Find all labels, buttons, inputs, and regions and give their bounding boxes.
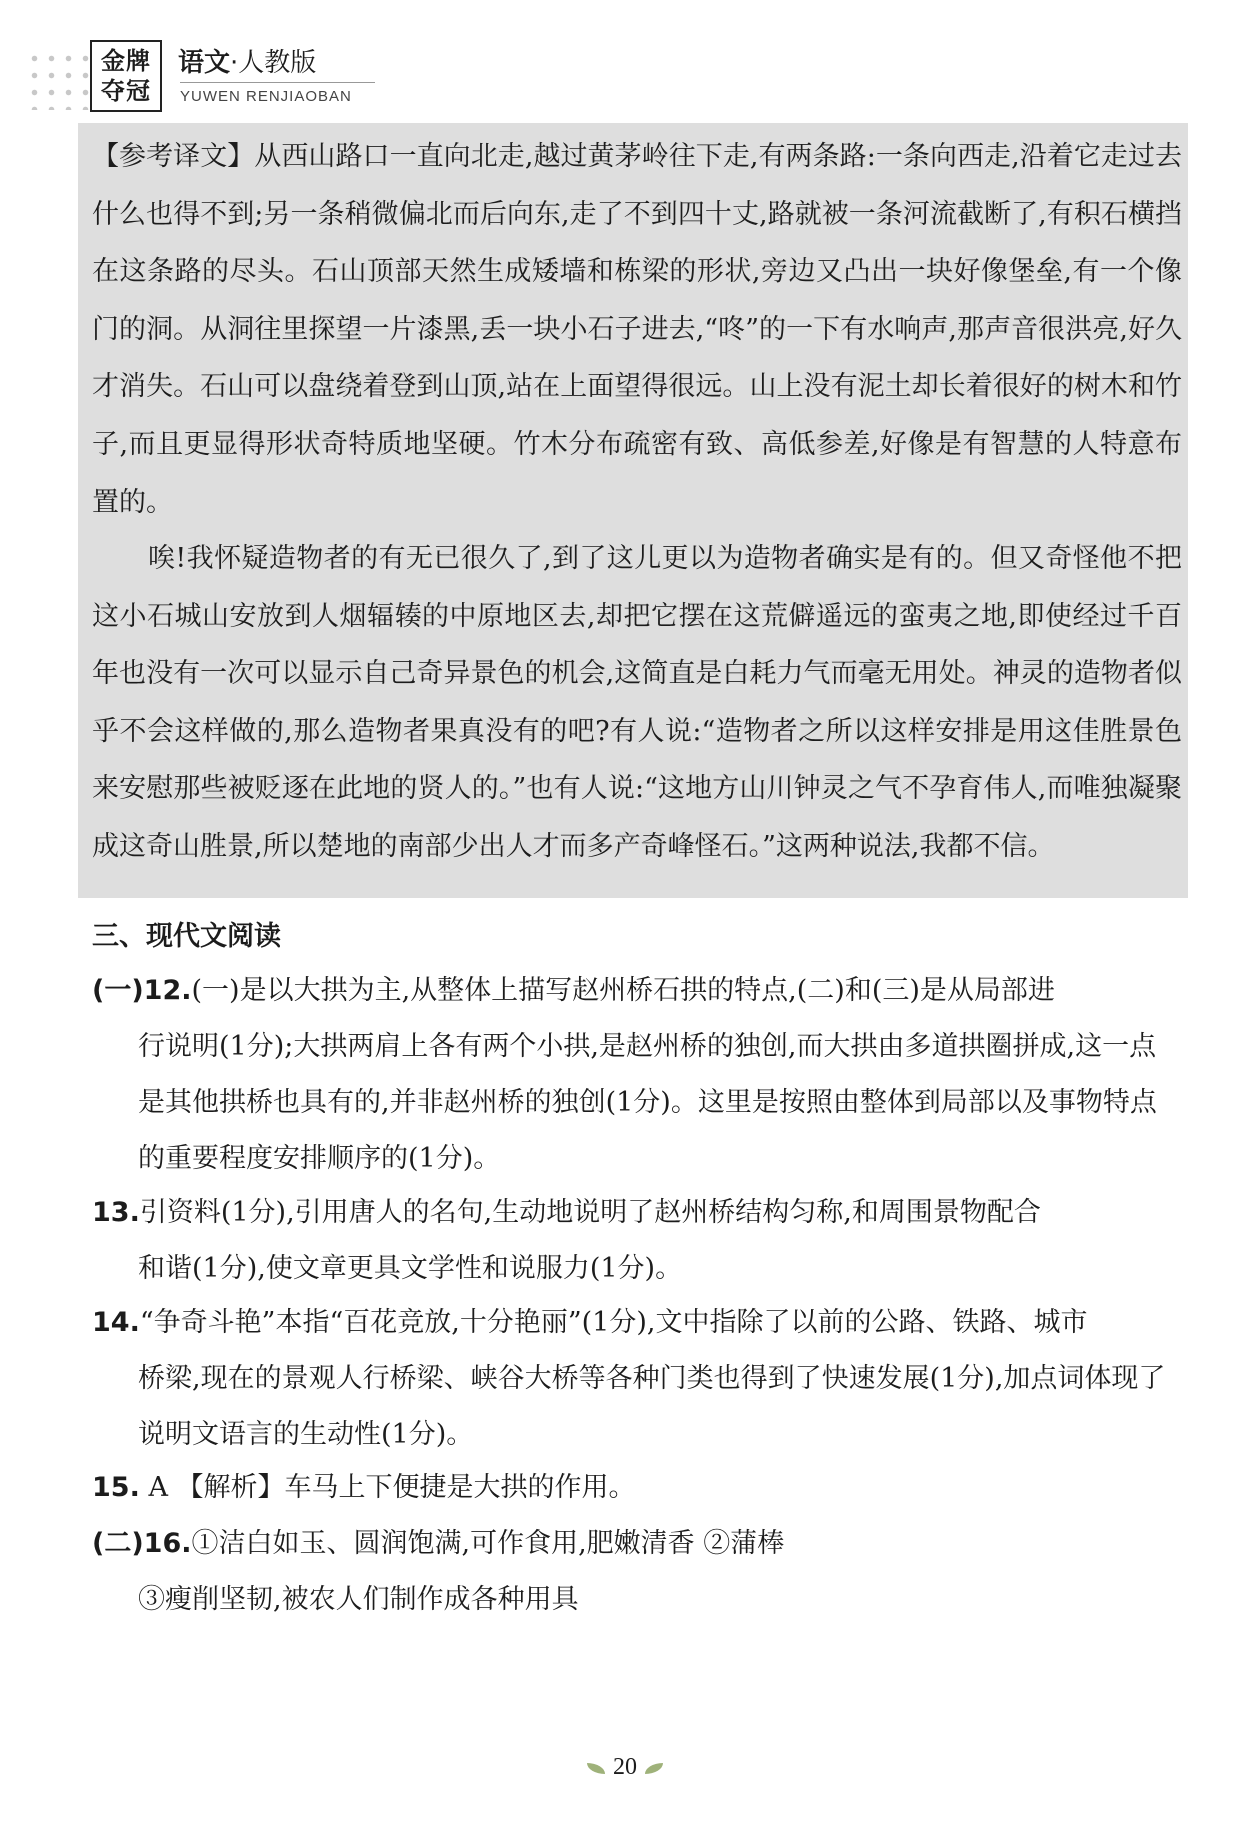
leaf-left-icon	[587, 1763, 605, 1774]
subject-name: 语文	[178, 48, 231, 78]
reference-paragraph-2: 唉!我怀疑造物者的有无已很久了,到了这儿更以为造物者确实是有的。但又奇怪他不把这小石城山安放到人烟辐辏的中原地区去,却把它摆在这荒僻遥远的蛮夷之地,即使经过千百年也没有一次可以显示自己奇异景色的机会,这简直是白耗力气而毫无用处。神灵的造物者似乎不会这样做的,那么造物者果真没有的吧?有人说:“造物者之所以这样安排是用这佳胜景色来安慰那些被贬逐在此地的贤人的。”也有人说:“这地方山川钟灵之气不孕育伟人,而唯独凝聚成这奇山胜景,所以楚地的南部少出人才而多产奇峰怪石。”这两种说法,我都不信。	[92, 543, 1182, 862]
page-number: 20	[613, 1754, 637, 1780]
brand-logo	[90, 40, 162, 112]
answer-13-body: 和谐(1分),使文章更具文学性和说服力(1分)。	[138, 1253, 683, 1284]
leaf-right-icon	[645, 1763, 663, 1774]
subject-pinyin: YUWEN RENJIAOBAN	[180, 88, 352, 105]
answer-15-text: A 【解析】车马上下便捷是大拱的作用。	[148, 1472, 636, 1503]
answer-13-first-line: 引资料(1分),引用唐人的名句,生动地说明了赵州桥结构匀称,和周围景物配合	[139, 1197, 1041, 1228]
section-title: 三、现代文阅读	[92, 921, 281, 952]
answer-15-label: 15.	[92, 1472, 140, 1503]
page-footer	[0, 1754, 1250, 1781]
answer-15	[92, 1460, 1172, 1516]
logo-line-2: 夺冠	[101, 77, 151, 105]
answer-12	[92, 963, 1172, 1187]
answer-13-label: 13.	[92, 1197, 140, 1228]
page-header	[20, 38, 1230, 118]
answer-16-first-line: ①洁白如玉、圆润饱满,可作食用,肥嫩清香 ②蒲棒	[191, 1528, 785, 1559]
answer-16-label: (二)16.	[92, 1528, 192, 1559]
edition-name: ·人教版	[230, 48, 317, 78]
subject-title	[178, 42, 316, 79]
header-rule	[180, 82, 375, 83]
answer-13	[92, 1185, 1172, 1297]
answer-14-first-line: “争奇斗艳”本指“百花竞放,十分艳丽”(1分),文中指除了以前的公路、铁路、城市	[139, 1307, 1088, 1338]
answer-12-label: (一)12.	[92, 975, 192, 1006]
answer-14-body: 桥梁,现在的景观人行桥梁、峡谷大桥等各种门类也得到了快速发展(1分),加点词体现了说明文语言的生动性(1分)。	[138, 1363, 1166, 1450]
answer-16-body: ③瘦削坚韧,被农人们制作成各种用具	[138, 1584, 579, 1615]
decorative-dots	[26, 50, 96, 110]
answer-14	[92, 1295, 1172, 1463]
answer-12-first-line: (一)是以大拱为主,从整体上描写赵州桥石拱的特点,(二)和(三)是从局部进	[191, 975, 1055, 1006]
answer-16	[92, 1516, 1172, 1628]
reference-paragraph-1: 【参考译文】从西山路口一直向北走,越过黄茅岭往下走,有两条路:一条向西走,沿着它走过去什么也得不到;另一条稍微偏北而后向东,走了不到四十丈,路就被一条河流截断了,有积石横挡在这条路的尽头。石山顶部天然生成矮墙和栋梁的形状,旁边又凸出一块好像堡垒,有一个像门的洞。从洞往里探望一片漆黑,丢一块小石子进去,“咚”的一下有水响声,那声音很洪亮,好久才消失。石山可以盘绕着登到山顶,站在上面望得很远。山上没有泥土却长着很好的树木和竹子,而且更显得形状奇特质地坚硬。竹木分布疏密有致、高低参差,好像是有智慧的人特意布置的。	[92, 141, 1182, 518]
logo-line-1: 金牌	[101, 47, 151, 75]
answer-12-body: 行说明(1分);大拱两肩上各有两个小拱,是赵州桥的独创,而大拱由多道拱圈拼成,这一点是其他拱桥也具有的,并非赵州桥的独创(1分)。这里是按照由整体到局部以及事物特点的重要程度安排顺序的(1分)。	[138, 1031, 1157, 1174]
answer-14-label: 14.	[92, 1307, 140, 1338]
